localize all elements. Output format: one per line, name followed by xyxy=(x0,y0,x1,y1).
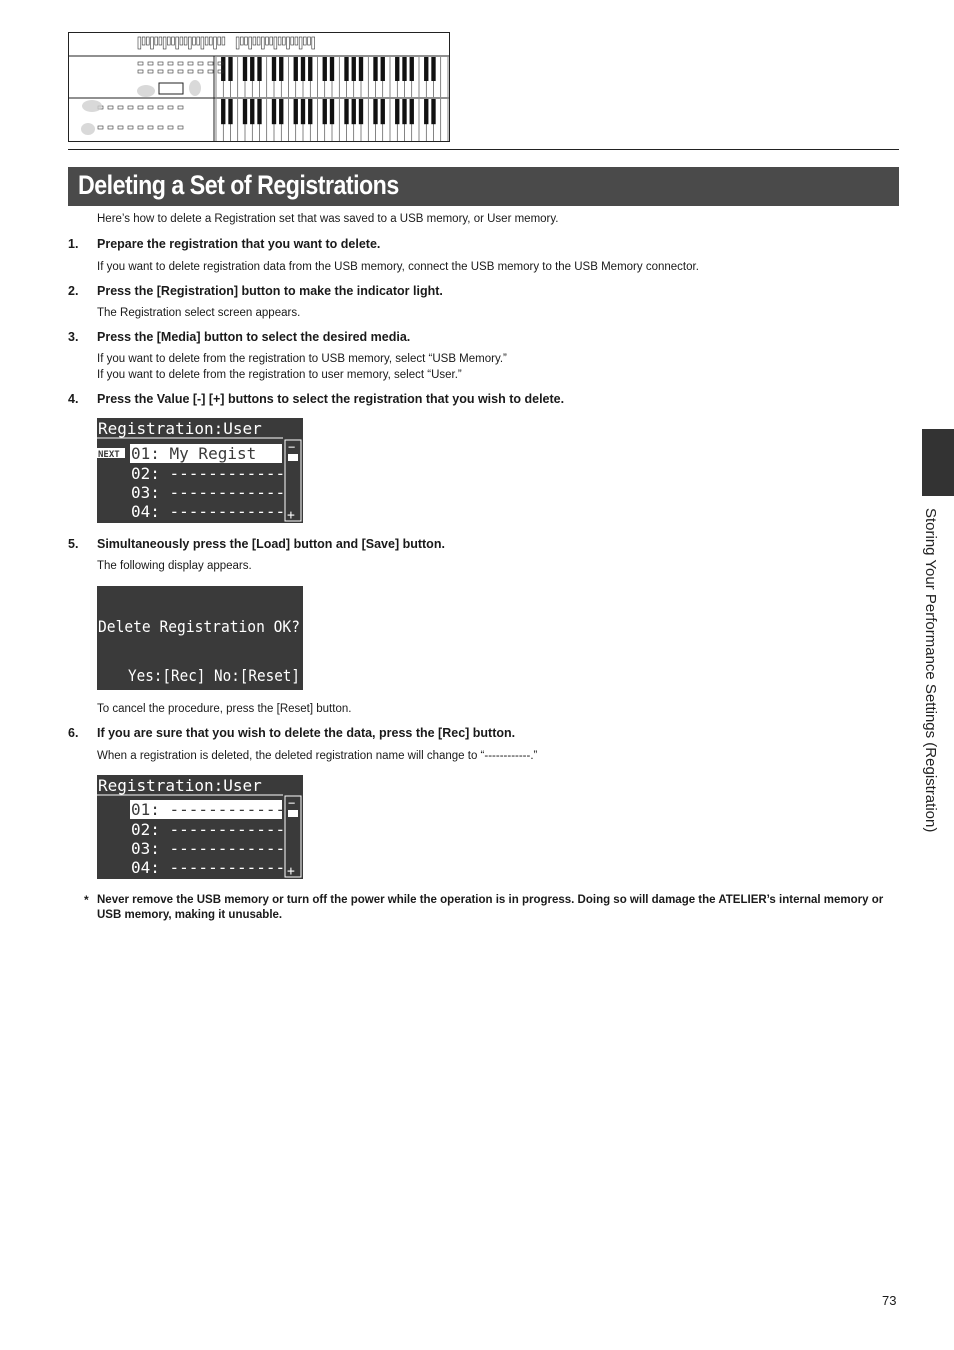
step-detail: When a registration is deleted, the deleted registration name will change to “------------.” xyxy=(97,750,538,762)
lcd-confirm-options: Yes:[Rec] No:[Reset] xyxy=(128,666,300,685)
lcd-row: 02: ------------ xyxy=(131,820,286,839)
chapter-title: Storing Your Performance Settings (Registration) xyxy=(922,508,939,833)
page-title: Deleting a Set of Registrations xyxy=(78,170,399,200)
chapter-tab xyxy=(922,429,954,496)
lcd-next-label: NEXT xyxy=(98,450,120,460)
step-text: Press the [Media] button to select the desired media. xyxy=(97,330,411,344)
lcd-row: 03: ------------ xyxy=(131,839,286,858)
section-title-bar xyxy=(68,167,899,206)
step-number: 2. xyxy=(68,284,79,298)
lcd-row: 03: ------------ xyxy=(131,483,286,502)
cancel-note: To cancel the procedure, press the [Reset] button. xyxy=(97,703,352,715)
step-text: If you are sure that you wish to delete the data, press the [Rec] button. xyxy=(97,726,516,740)
lcd-minus-icon: − xyxy=(288,440,296,454)
lcd-delete-confirm xyxy=(97,586,303,690)
lcd-confirm-line: Delete Registration OK? xyxy=(98,617,300,636)
lcd-minus-icon: − xyxy=(288,796,296,810)
lcd-row-selected: 01: ------------ xyxy=(131,800,286,819)
intro-text: Here’s how to delete a Registration set that was saved to a USB memory, or User memory. xyxy=(97,213,559,225)
step-text: Prepare the registration that you want to delete. xyxy=(97,237,381,251)
lcd-registration-deleted xyxy=(97,775,303,879)
lcd-header: Registration:User xyxy=(98,776,262,795)
step-text: Simultaneously press the [Load] button and [Save] button. xyxy=(97,537,445,551)
step-detail: The Registration select screen appears. xyxy=(97,307,301,319)
header-rule xyxy=(68,149,899,150)
step-text: Press the [Registration] button to make the indicator light. xyxy=(97,284,443,298)
step-detail: The following display appears. xyxy=(97,560,252,572)
instrument-panel-illustration xyxy=(68,32,450,142)
lcd-row: 02: ------------ xyxy=(131,464,286,483)
lcd-row: 04: ------------ xyxy=(131,502,286,521)
chapter-side-label xyxy=(918,508,942,844)
warning-note: Never remove the USB memory or turn off the power while the operation is in progress. Doing so will damage the ATELIER’s internal memory or USB memory, making it unusable. xyxy=(97,894,884,921)
lcd-plus-icon: + xyxy=(287,864,295,879)
step-number: 5. xyxy=(68,537,79,551)
step-detail: If you want to delete from the registration to user memory, select “User.” xyxy=(97,369,462,381)
step-detail: If you want to delete registration data from the USB memory, connect the USB memory to the USB Memory connector. xyxy=(97,261,699,273)
page-number: 73 xyxy=(882,1293,897,1308)
warning-mark: * xyxy=(84,893,89,907)
step-detail: If you want to delete from the registration to USB memory, select “USB Memory.” xyxy=(97,353,507,365)
step-text: Press the Value [-] [+] buttons to select the registration that you wish to delete. xyxy=(97,392,565,406)
step-number: 6. xyxy=(68,726,79,740)
step-number: 3. xyxy=(68,330,79,344)
lcd-registration-select xyxy=(97,418,303,523)
step-number: 1. xyxy=(68,237,79,251)
lcd-row: 04: ------------ xyxy=(131,858,286,877)
lcd-row-selected: 01: My Regist xyxy=(131,444,257,463)
lcd-header: Registration:User xyxy=(98,419,262,438)
step-number: 4. xyxy=(68,392,79,406)
lcd-plus-icon: + xyxy=(287,508,295,523)
